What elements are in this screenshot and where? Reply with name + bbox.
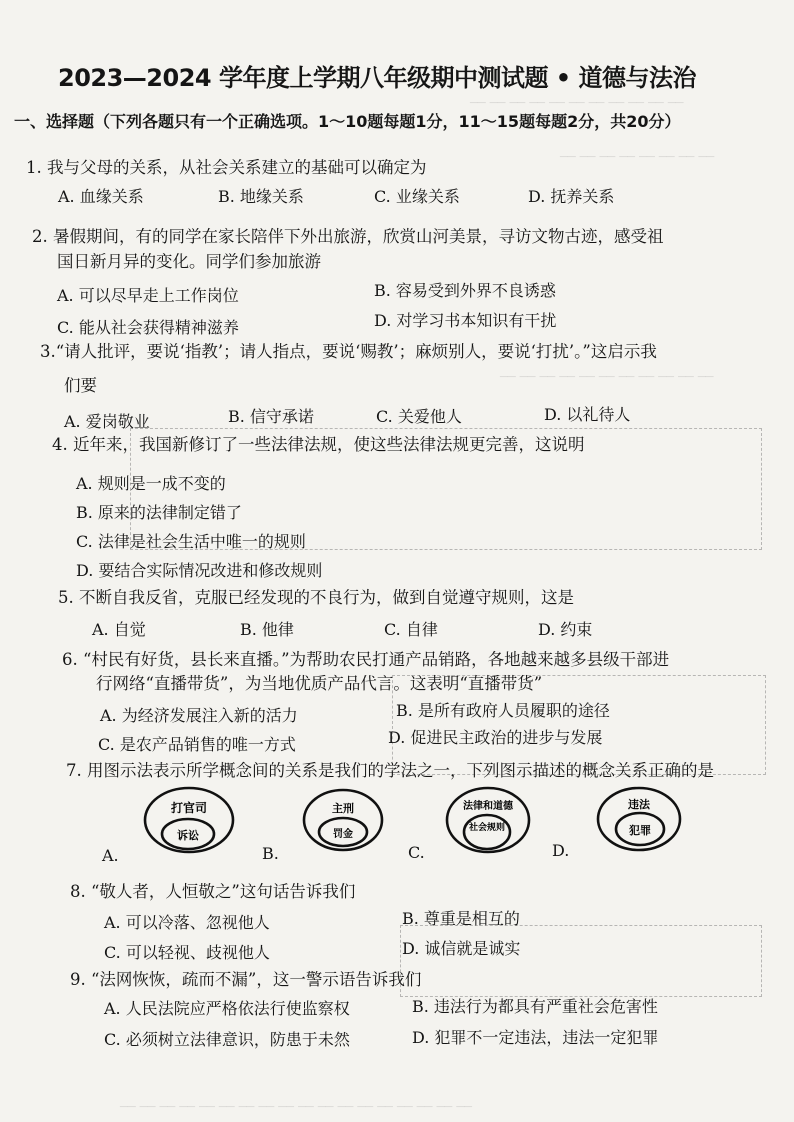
bleed-through-text: ── ── ── ── ── ── ── ── ── ── ── ── ── ── ── ── ── ── xyxy=(120,1100,473,1115)
diagram-inner-label: 诉讼 xyxy=(177,829,199,842)
exam-title: 2023—2024 学年度上学期八年级期中测试题 • 道德与法治 xyxy=(58,64,696,92)
question-stem: 8. “敬人者，人恒敬之”这句话告诉我们 xyxy=(70,882,356,901)
option-b: B. 原来的法律制定错了 xyxy=(76,503,242,522)
option-d: D. 抚养关系 xyxy=(528,187,615,206)
option-d: D. 约束 xyxy=(538,620,593,639)
option-c: C. 自律 xyxy=(384,620,438,639)
diagram-a xyxy=(143,786,235,858)
option-d: D. 对学习书本知识有干扰 xyxy=(374,311,557,330)
option-c: C. 能从社会获得精神滋养 xyxy=(57,318,239,337)
diagram-c xyxy=(445,786,531,858)
option-d: D. 诚信就是诚实 xyxy=(402,939,521,958)
option-b: B. 他律 xyxy=(240,620,294,639)
option-c: C. 业缘关系 xyxy=(374,187,460,206)
question-stem: 9. “法网恢恢，疏而不漏”，这一警示语告诉我们 xyxy=(70,970,422,989)
bleed-through-text: ── ── ── ── ── ── ── ── xyxy=(560,150,715,165)
option-b: B. 是所有政府人员履职的途径 xyxy=(396,701,610,720)
option-a: A. 血缘关系 xyxy=(58,187,144,206)
option-b: B. xyxy=(262,844,279,863)
option-a: A. 自觉 xyxy=(92,620,146,639)
question-stem: 4. 近年来，我国新修订了一些法律法规，使这些法律法规更完善，这说明 xyxy=(52,435,585,454)
option-c: C. 必须树立法律意识，防患于未然 xyxy=(104,1030,350,1049)
option-b: B. 容易受到外界不良诱惑 xyxy=(374,281,556,300)
option-c: C. 法律是社会生活中唯一的规则 xyxy=(76,532,306,551)
section-heading: 一、选择题（下列各题只有一个正确选项。1～10题每题1分，11～15题每题2分，共20分） xyxy=(14,112,681,131)
option-a: A. 可以尽早走上工作岗位 xyxy=(57,286,239,305)
option-c: C. 关爱他人 xyxy=(376,407,462,426)
option-b: B. 尊重是相互的 xyxy=(402,909,520,928)
option-c: C. 是农产品销售的唯一方式 xyxy=(98,735,296,754)
option-b: B. 违法行为都具有严重社会危害性 xyxy=(412,997,658,1016)
option-a: A. 可以冷落、忽视他人 xyxy=(104,913,270,932)
option-a: A. 人民法院应严格依法行使监察权 xyxy=(104,999,350,1018)
option-a: A. 规则是一成不变的 xyxy=(76,474,226,493)
diagram-outer-label: 法律和道德 xyxy=(463,801,513,812)
option-d: D. 犯罪不一定违法，违法一定犯罪 xyxy=(412,1028,659,1047)
diagram-inner-label: 社会规则 xyxy=(468,823,506,833)
question-stem-continued: 们要 xyxy=(64,376,97,395)
option-d: D. 促进民主政治的进步与发展 xyxy=(388,728,603,747)
option-b: B. 地缘关系 xyxy=(218,187,304,206)
option-c: C. xyxy=(408,843,425,862)
diagram-d xyxy=(596,786,682,856)
diagram-inner-label: 罚金 xyxy=(333,829,353,840)
option-b: B. 信守承诺 xyxy=(228,407,314,426)
diagram-outer-label: 打官司 xyxy=(170,801,208,815)
option-a: A. 爱岗敬业 xyxy=(64,412,150,431)
option-d: D. 要结合实际情况改进和修改规则 xyxy=(76,561,323,580)
diagram-outer-label: 主刑 xyxy=(332,802,354,815)
option-a: A. 为经济发展注入新的活力 xyxy=(100,706,298,725)
question-stem: 6. “村民有好货，县长来直播。”为帮助农民打通产品销路，各地越来越多县级干部进 xyxy=(62,650,670,669)
question-stem: 1. 我与父母的关系，从社会关系建立的基础可以确定为 xyxy=(26,158,427,177)
question-stem-continued: 行网络“直播带货”，为当地优质产品代言。这表明“直播带货” xyxy=(96,674,543,693)
question-stem: 3.“请人批评，要说‘指教’；请人指点，要说‘赐教’；麻烦别人，要说‘打扰’。”这启示我 xyxy=(40,342,657,361)
question-stem: 7. 用图示法表示所学概念间的关系是我们的学法之一，下列图示描述的概念关系正确的是 xyxy=(66,761,714,780)
question-stem: 5. 不断自我反省，克服已经发现的不良行为，做到自觉遵守规则，这是 xyxy=(58,588,574,607)
question-stem-continued: 国日新月异的变化。同学们参加旅游 xyxy=(57,252,321,271)
option-d: D. xyxy=(552,841,570,860)
diagram-outer-label: 违法 xyxy=(628,798,650,811)
option-c: C. 可以轻视、歧视他人 xyxy=(104,943,270,962)
option-a: A. xyxy=(102,846,119,865)
bleed-through-text: ── ── ── ── ── ── ── ── ── ── ── xyxy=(470,96,684,111)
option-d: D. 以礼待人 xyxy=(544,405,631,424)
question-stem: 2. 暑假期间，有的同学在家长陪伴下外出旅游，欣赏山河美景，寻访文物古迹，感受祖 xyxy=(32,227,664,246)
bleed-through-text: ── ── ── ── ── ── ── ── ── ── ── xyxy=(500,370,714,385)
diagram-b xyxy=(302,788,384,856)
diagram-inner-label: 犯罪 xyxy=(629,824,651,837)
